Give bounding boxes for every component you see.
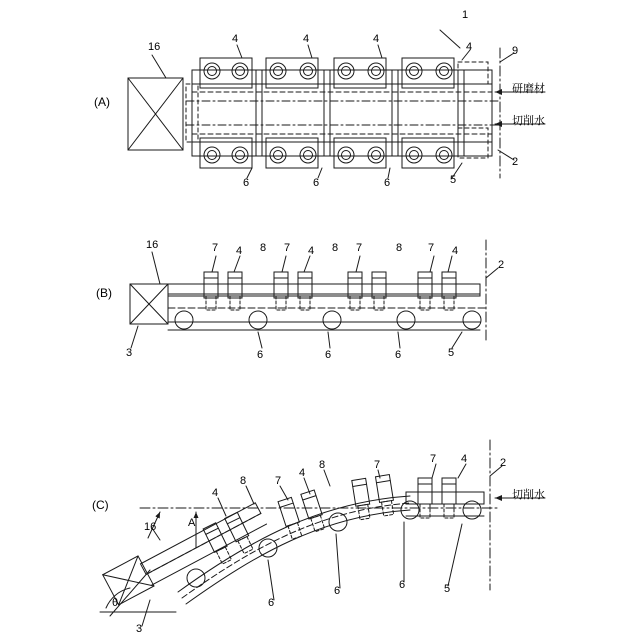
ref-4-a2: 4 bbox=[303, 33, 310, 45]
ref-8-b1: 8 bbox=[260, 242, 267, 254]
panel-c-label: (C) bbox=[92, 498, 109, 512]
ref-16-a: 16 bbox=[148, 41, 161, 53]
ref-5-c: 5 bbox=[444, 583, 451, 595]
ref-6-a3: 6 bbox=[384, 177, 391, 189]
ref-8-b2: 8 bbox=[332, 242, 339, 254]
ref-1: 1 bbox=[462, 9, 469, 21]
theta-label: θ bbox=[112, 597, 119, 609]
ref-4-a4: 4 bbox=[466, 41, 473, 53]
arrow-a-label: A bbox=[188, 517, 196, 529]
ref-2-c: 2 bbox=[500, 457, 507, 469]
ref-4-a1: 4 bbox=[232, 33, 239, 45]
ref-6-a1: 6 bbox=[243, 177, 250, 189]
cutting-water-label-a: 切削水 bbox=[512, 115, 545, 127]
panel-a-drawing bbox=[128, 30, 545, 178]
ref-7-b1: 7 bbox=[212, 242, 219, 254]
ref-3-b: 3 bbox=[126, 347, 133, 359]
ref-6-c3: 6 bbox=[399, 579, 406, 591]
ref-8-c1: 8 bbox=[240, 475, 247, 487]
ref-7-b4: 7 bbox=[428, 242, 435, 254]
ref-7-c1: 7 bbox=[275, 475, 282, 487]
ref-16-b: 16 bbox=[146, 239, 159, 251]
panel-b-label: (B) bbox=[96, 286, 112, 300]
ref-4-b3: 4 bbox=[452, 245, 459, 257]
ref-6-b3: 6 bbox=[395, 349, 402, 361]
ref-16-c: 16 bbox=[144, 521, 157, 533]
ref-6-c2: 6 bbox=[334, 585, 341, 597]
ref-3-c: 3 bbox=[136, 623, 143, 635]
ref-7-c2: 7 bbox=[374, 459, 381, 471]
ref-5-a: 5 bbox=[450, 174, 457, 186]
ref-6-a2: 6 bbox=[313, 177, 320, 189]
ref-2-a: 2 bbox=[512, 156, 519, 168]
abrasive-label: 研磨材 bbox=[512, 83, 545, 95]
ref-8-b3: 8 bbox=[396, 242, 403, 254]
ref-5-b: 5 bbox=[448, 347, 455, 359]
ref-6-b1: 6 bbox=[257, 349, 264, 361]
ref-7-b3: 7 bbox=[356, 242, 363, 254]
ref-4-c2: 4 bbox=[299, 467, 306, 479]
panel-a-label: (A) bbox=[94, 95, 110, 109]
ref-4-b1: 4 bbox=[236, 245, 243, 257]
ref-9: 9 bbox=[512, 45, 519, 57]
ref-8-c2: 8 bbox=[319, 459, 326, 471]
ref-6-c1: 6 bbox=[268, 597, 275, 609]
ref-4-c3: 4 bbox=[461, 453, 468, 465]
cutting-water-label-c: 切削水 bbox=[512, 489, 545, 501]
ref-4-c1: 4 bbox=[212, 487, 219, 499]
ref-4-a3: 4 bbox=[373, 33, 380, 45]
ref-7-b2: 7 bbox=[284, 242, 291, 254]
ref-2-b: 2 bbox=[498, 259, 505, 271]
ref-6-b2: 6 bbox=[325, 349, 332, 361]
ref-4-b2: 4 bbox=[308, 245, 315, 257]
ref-7-c3: 7 bbox=[430, 453, 437, 465]
